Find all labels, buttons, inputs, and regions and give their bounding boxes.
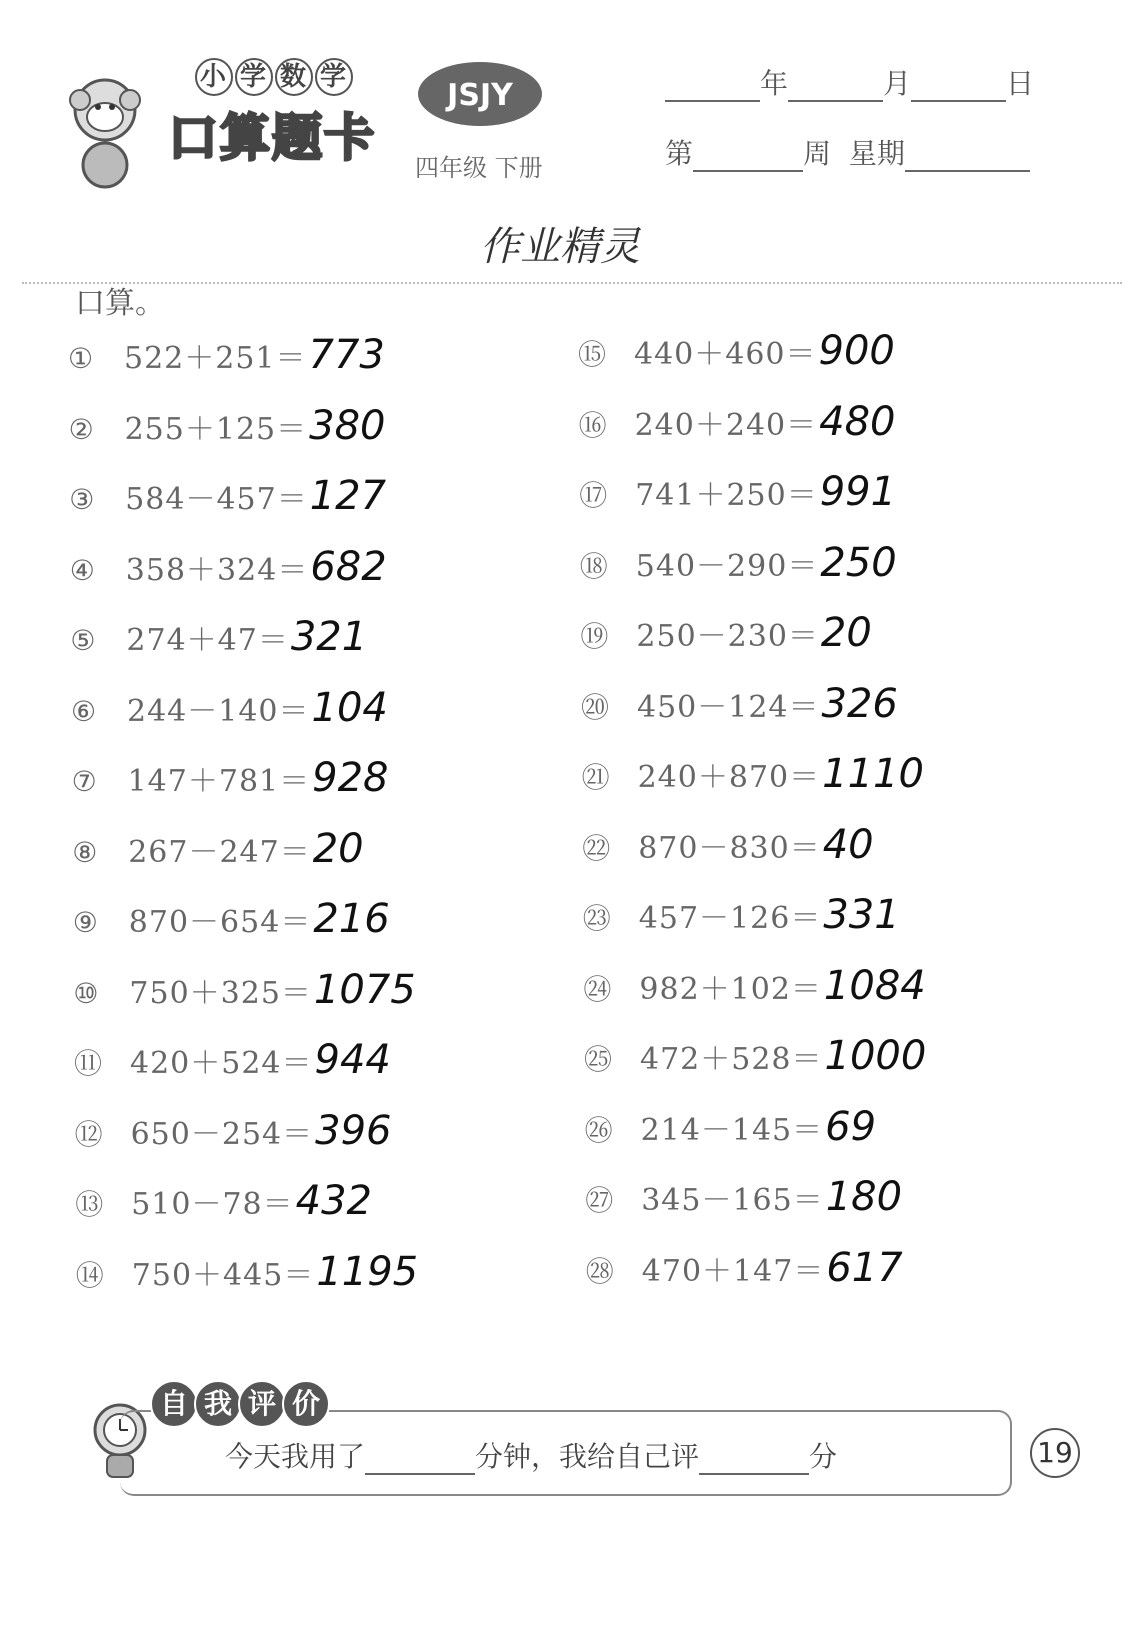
problem-expression: 584－457＝ — [125, 482, 308, 517]
problem-number: ㉑ — [581, 761, 610, 794]
problem-number: ⑰ — [579, 479, 608, 512]
instruction: 口算。 — [75, 286, 165, 321]
problem-row — [76, 1249, 418, 1295]
handwritten-answer[interactable]: 40 — [822, 821, 874, 868]
problem-row — [582, 822, 873, 868]
problem-number: ⑫ — [74, 1117, 103, 1151]
problem-number: ⑥ — [71, 694, 97, 728]
score-prefix: 分钟，我给自己评 — [475, 1440, 700, 1473]
problem-expression: 870－654＝ — [128, 905, 312, 940]
problem-expression: 450－124＝ — [637, 689, 820, 725]
problem-row — [585, 1104, 876, 1150]
problem-expression: 741＋250＝ — [635, 478, 818, 513]
problem-number: ㉒ — [582, 831, 611, 865]
problem-expression: 240＋870＝ — [637, 760, 821, 795]
problem-expression: 650－254＝ — [130, 1116, 314, 1152]
minutes-blank[interactable] — [365, 1447, 475, 1475]
problem-expression: 750＋445＝ — [131, 1257, 315, 1293]
problem-number: ③ — [69, 483, 95, 516]
problem-expression: 510－78＝ — [131, 1187, 294, 1222]
problem-row — [72, 826, 363, 872]
handwritten-title: 作业精灵 — [480, 224, 640, 270]
series-label — [195, 58, 355, 96]
problem-number: ⑨ — [72, 906, 98, 939]
problem-row — [71, 685, 388, 731]
problem-row — [69, 473, 386, 519]
problem-expression: 540－290＝ — [635, 548, 819, 584]
handwritten-answer[interactable]: 682 — [310, 543, 387, 590]
handwritten-answer[interactable]: 944 — [314, 1037, 391, 1083]
series-char: 学 — [235, 58, 273, 96]
handwritten-answer[interactable]: 928 — [312, 755, 389, 801]
problem-expression: 472＋528＝ — [640, 1042, 823, 1077]
problem-row — [73, 896, 390, 942]
problem-row — [583, 963, 925, 1009]
self-eval-sentence — [225, 1435, 837, 1475]
handwritten-answer[interactable]: 331 — [823, 892, 900, 938]
handwritten-answer[interactable]: 216 — [313, 896, 390, 942]
handwritten-answer[interactable]: 480 — [819, 398, 896, 445]
problem-expression: 870－830＝ — [638, 830, 821, 866]
problem-number: ⑧ — [72, 835, 98, 869]
problem-expression: 470＋147＝ — [641, 1253, 825, 1289]
problem-expression: 420＋524＝ — [130, 1046, 313, 1081]
problem-number: ㉓ — [582, 902, 611, 935]
score-blank[interactable] — [699, 1447, 809, 1475]
problem-row — [73, 967, 415, 1013]
series-char: 小 — [195, 58, 233, 96]
self-eval-char: 评 — [238, 1380, 286, 1428]
self-eval-label — [150, 1380, 326, 1428]
problem-number: ⑳ — [581, 690, 610, 724]
divider — [22, 282, 1122, 284]
handwritten-answer[interactable]: 127 — [309, 473, 387, 519]
handwritten-answer[interactable]: 617 — [826, 1244, 903, 1291]
problem-row — [70, 614, 367, 660]
handwritten-answer[interactable]: 773 — [308, 332, 385, 378]
problem-row — [579, 399, 896, 445]
self-eval-char: 自 — [150, 1380, 198, 1428]
problem-number: ⑪ — [74, 1047, 103, 1080]
page-title: 口算题卡 — [168, 109, 376, 167]
problem-number: ㉔ — [583, 972, 612, 1006]
problem-number: ⑭ — [75, 1258, 104, 1292]
problem-number: ㉖ — [584, 1113, 613, 1147]
problem-expression: 982＋102＝ — [639, 971, 822, 1007]
month-label: 月 — [883, 67, 912, 100]
handwritten-answer[interactable]: 20 — [312, 825, 364, 872]
self-eval-char: 价 — [282, 1380, 330, 1428]
handwritten-answer[interactable]: 69 — [825, 1103, 877, 1150]
weekday-blank[interactable] — [905, 140, 1030, 172]
year-blank[interactable] — [665, 70, 760, 102]
day-label: 日 — [1006, 67, 1035, 100]
problem-row — [582, 751, 924, 797]
handwritten-answer[interactable]: 104 — [311, 684, 388, 731]
problem-row — [579, 469, 896, 515]
problem-expression: 240＋240＝ — [634, 407, 818, 443]
problem-row — [68, 332, 385, 378]
grade-label: 四年级 下册 — [415, 154, 543, 182]
week-blank[interactable] — [693, 140, 803, 172]
week-prefix-label: 第 — [665, 137, 694, 170]
handwritten-answer[interactable]: 396 — [315, 1107, 392, 1154]
handwritten-answer[interactable]: 326 — [821, 680, 898, 727]
problem-number: ⑮ — [578, 338, 607, 371]
problem-row — [75, 1108, 392, 1154]
series-char: 数 — [275, 58, 313, 96]
handwritten-answer[interactable]: 1195 — [316, 1248, 419, 1295]
problem-row — [580, 540, 897, 586]
problem-expression: 147＋781＝ — [127, 764, 311, 799]
date-line — [665, 62, 1034, 102]
problem-number: ② — [68, 412, 94, 446]
month-blank[interactable] — [788, 70, 883, 102]
problem-number: ⑩ — [73, 976, 99, 1010]
handwritten-answer[interactable]: 250 — [820, 539, 897, 586]
problem-number: ⑲ — [580, 620, 609, 653]
handwritten-answer[interactable]: 321 — [290, 614, 368, 660]
problem-number: ⑬ — [75, 1188, 104, 1221]
time-prefix: 今天我用了 — [225, 1440, 366, 1473]
problem-expression: 345－165＝ — [641, 1183, 824, 1218]
score-suffix: 分 — [809, 1440, 838, 1473]
problem-expression: 750＋325＝ — [129, 975, 312, 1011]
handwritten-answer[interactable]: 432 — [295, 1178, 372, 1224]
problem-expression: 358＋324＝ — [125, 552, 309, 588]
problem-number: ㉗ — [585, 1184, 614, 1217]
week-line — [665, 132, 1030, 172]
problem-row — [584, 1033, 926, 1079]
problem-row — [70, 544, 387, 590]
problem-expression: 522＋251＝ — [124, 341, 307, 376]
problem-expression: 250－230＝ — [636, 619, 819, 654]
handwritten-answer[interactable]: 1000 — [824, 1033, 927, 1079]
weekday-label: 星期 — [848, 137, 905, 170]
problem-row — [580, 610, 871, 656]
problem-row — [583, 892, 900, 938]
problem-number: ④ — [69, 553, 95, 587]
publisher-badge: JSJY — [447, 78, 513, 113]
problem-expression: 214－145＝ — [640, 1112, 824, 1148]
problem-expression: 267－247＝ — [128, 834, 311, 870]
problem-number: ㉕ — [584, 1043, 613, 1076]
problem-row — [74, 1037, 391, 1083]
problem-row — [585, 1174, 902, 1220]
handwritten-answer[interactable]: 1110 — [822, 751, 924, 797]
problem-expression: 440＋460＝ — [634, 337, 817, 372]
problem-row — [72, 755, 389, 801]
self-eval-char: 我 — [194, 1380, 242, 1428]
handwritten-answer[interactable]: 1075 — [313, 966, 416, 1013]
problem-expression: 274＋47＝ — [126, 623, 289, 658]
handwritten-answer[interactable]: 1084 — [823, 962, 926, 1009]
problem-expression: 255＋125＝ — [124, 411, 308, 447]
series-char: 学 — [315, 58, 353, 96]
handwritten-answer[interactable]: 20 — [820, 610, 872, 656]
problem-row — [578, 328, 895, 374]
year-label: 年 — [760, 67, 789, 100]
handwritten-answer[interactable]: 900 — [818, 328, 895, 374]
problem-number: ⑱ — [579, 549, 608, 583]
handwritten-answer[interactable]: 380 — [309, 402, 386, 449]
problem-row — [586, 1245, 903, 1291]
problem-expression: 457－126＝ — [638, 901, 822, 936]
handwritten-answer[interactable]: 991 — [819, 469, 897, 515]
problem-row — [581, 681, 898, 727]
week-label: 周 — [803, 137, 832, 170]
problem-number: ① — [68, 342, 94, 375]
problem-row — [75, 1178, 372, 1224]
day-blank[interactable] — [911, 70, 1006, 102]
problem-number: ⑤ — [70, 624, 96, 657]
problem-expression: 244－140＝ — [127, 693, 310, 729]
problem-number: ⑦ — [71, 765, 97, 798]
problem-number: ㉘ — [585, 1254, 614, 1288]
page-number: 19 — [1030, 1428, 1080, 1478]
problem-row — [69, 403, 386, 449]
problem-number: ⑯ — [578, 408, 607, 442]
handwritten-answer[interactable]: 180 — [825, 1174, 903, 1220]
